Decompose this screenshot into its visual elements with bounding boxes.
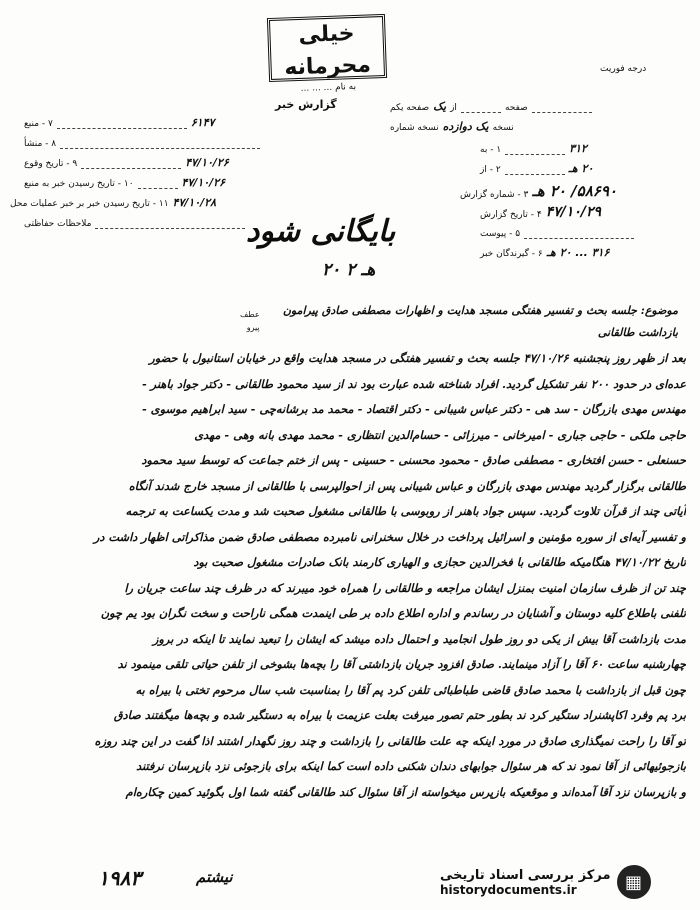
body-line: حسنعلی - حسن افتخاری - مصطفی صادق - محمود محسنی - حسینی - پس از ختم جماعت که توسط سید محمود bbox=[141, 453, 686, 467]
field-attachment: ۵ - پیوست bbox=[480, 226, 634, 239]
body-line: بعد از ظهر روز پنجشنبه ۴۷/۱۰/۲۶ جلسه بحث و تفسیر هفتگی در مسجد هدایت واقع در خیابان استانبول با حضور bbox=[149, 351, 686, 365]
body-line: چون قبل از بازداشت با محمد صادق قاضی طباطبائی تلفن کرد پم آقا را بمناسبت شب سال مرحوم تختی با بیراه به bbox=[135, 682, 686, 697]
body-line: آیاتی چند از قرآن تلاوت گردید. سپس جواد باهنر از روبوسی با طالقانی مشغول صحبت شد و مدت یکساعت به ترجمه bbox=[125, 504, 686, 518]
body-line: بازجوئیهائی از آقا نمود ند که هر سئوال جوابهای دندان شکنی داده است کما اینکه برای بازجوئی نزد بازپرسان نرفتند bbox=[136, 759, 686, 773]
field-received-source-date: ۴۷/۱۰/۲۶ ۱۰ - تاریخ رسیدن خبر به منبع bbox=[24, 176, 226, 189]
body-line: حاجی ملکی - حاجی جباری - امیرخانی - میرزائی - حسام‌الدین انتظاری - محمد مهدی بانه وهی - مهدی bbox=[194, 427, 686, 442]
signature: نیشتم bbox=[196, 868, 233, 886]
field-occurrence-date: ۴۷/۱۰/۲۶ ۹ - تاریخ وقوع bbox=[24, 156, 229, 169]
watermark-site-name: مرکز بررسی اسناد تاریخی bbox=[440, 867, 611, 883]
body-line: چند تن از ظرف سازمان امنیت بمنزل ایشان مراجعه و طالقانی را همراه خود میبرند که در ظرف چند ساعت جریان را bbox=[124, 580, 686, 595]
field-copy-number: نسخه یک دوازده نسخه شماره bbox=[390, 120, 514, 133]
field-security-notes: ملاحظات حفاظتی bbox=[24, 216, 245, 229]
site-watermark bbox=[440, 860, 680, 904]
body-line: و تفسیر آیه‌ای از سوره مؤمنین و اسرائیل پرداخت در خلال سخنرانی نامبرده مصطفی صادق ضمن مذاکراتی اظهار داشت در bbox=[93, 529, 686, 544]
archive-number: ۲۰ هـ ۲ bbox=[322, 260, 376, 280]
stamp-subtitle: به‌ نام ... ... ... bbox=[300, 82, 357, 94]
field-to: ۳۱۲ ۱ - به bbox=[480, 142, 587, 155]
body-line: تاریخ ۴۷/۱۰/۲۲ هنگامیکه طالقانی با فخرالدین حجازی و الهیاری کارمند بانک صادرات مشغول صحبت بود bbox=[193, 555, 686, 569]
body-line: طالقانی برگزار گردید مهندس مهدی بازرگان و عباس شیبانی پس از احوالپرسی با طالقانی از مسجد خارج شدند آنگاه bbox=[128, 478, 686, 493]
field-report-number: ۵۸۶۹۰/ ۲۰ هـ ۳ - شماره گزارش bbox=[460, 182, 617, 200]
body-line: مهندس مهدی بازرگان - سد هی - دکتر عباس شیبانی - دکتر اقتصاد - محمد مد برشانه‌چی - سید ابراهیم موسوی - bbox=[141, 402, 686, 416]
field-received-operation-date: ۴۷/۱۰/۲۸ ۱۱ - تاریخ رسیدن خبر بر خبر عملیات محل bbox=[10, 196, 217, 209]
body-line: تلفنی باطلاع کلیه دوستان و آشنایان در رساندم و اداره اطلاع داده بر طی اینمدت همگی ناراحت و سخت نگران بود یم چون bbox=[100, 606, 686, 620]
classification-stamp bbox=[267, 14, 387, 94]
field-recipients: ۳۱۶ ... ۲۰ هـ ۶ - گیرندگان خبر bbox=[480, 246, 610, 259]
watermark-url: historydocuments.ir bbox=[440, 882, 577, 897]
body-line: چهارشنبه ساعت ۶۰ آقا را آزاد مینمایند. صادق افزود جریان بازداشتی آقا را بچه‌ها بشوخی از تلفن حیاتی تلقی مینمود ند bbox=[117, 657, 686, 671]
urgency-label: درجه فوریت bbox=[600, 64, 647, 74]
field-origin: ۸ - منشأ bbox=[24, 136, 260, 149]
field-report-date: ۴۷/۱۰/۲۹ ۴ - تاریخ گزارش bbox=[480, 204, 602, 220]
body-line: تو آقا را راحت نمیگذاری صادق در مورد اینکه چه علت طالقانی را بازداشت و چند روز نگهدار اشتند اذا گفت در این چند روزه bbox=[94, 733, 686, 748]
body-line: عده‌ای در حدود ۲۰۰ نفر تشکیل گردید. افراد شناخته شده عبارت بود ند از سید محمود طالقانی - دکتر جواد باهنر - bbox=[141, 376, 686, 391]
subject-line: موضوع: جلسه بحث و تفسیر هفتگی مسجد هدایت و اظهارات مصطفی صادق پیرامون بازداشت طالقانی bbox=[282, 304, 678, 339]
reference-note: عطف پیرو bbox=[240, 310, 260, 332]
report-title: گزارش خبر bbox=[275, 98, 337, 111]
document-archive-icon: ▦ bbox=[617, 865, 651, 899]
footer-number: ۱۹۸۳ bbox=[98, 866, 141, 890]
field-source: ۶۱۴۷ ۷ - منبع bbox=[24, 116, 215, 129]
report-body bbox=[14, 346, 686, 805]
field-page: صفحه از یک صفحه یکم bbox=[390, 100, 592, 113]
stamp-title: خیلی محرمانه bbox=[283, 21, 372, 81]
field-from: ۲۰ هـ ۲ - از bbox=[480, 162, 594, 175]
watermark-text bbox=[440, 868, 611, 897]
body-line: مدت بازداشت آقا بیش از یکی دو روز طول انجامید و احتمال داده میشد که ایشان را تبعید نمایند تا اینکه در بروز bbox=[152, 631, 686, 646]
archive-stamp: بایگانی شود bbox=[246, 214, 396, 249]
body-line: و بازپرسان نزد آقا آمده‌اند و موقعیکه بازپرس میخواسته از آقا سئوال کند طالقانی گفته شما اول بگوئید کمین چکاره‌ام bbox=[125, 784, 686, 799]
body-line: برد پم وفرد اکاپشنراد ستگیر کرد ند بطور حتم تصور میرفت بعلت عزیمت با بیراه به دستگیر شده و بچه‌ها میگفتند صادق bbox=[113, 708, 686, 722]
